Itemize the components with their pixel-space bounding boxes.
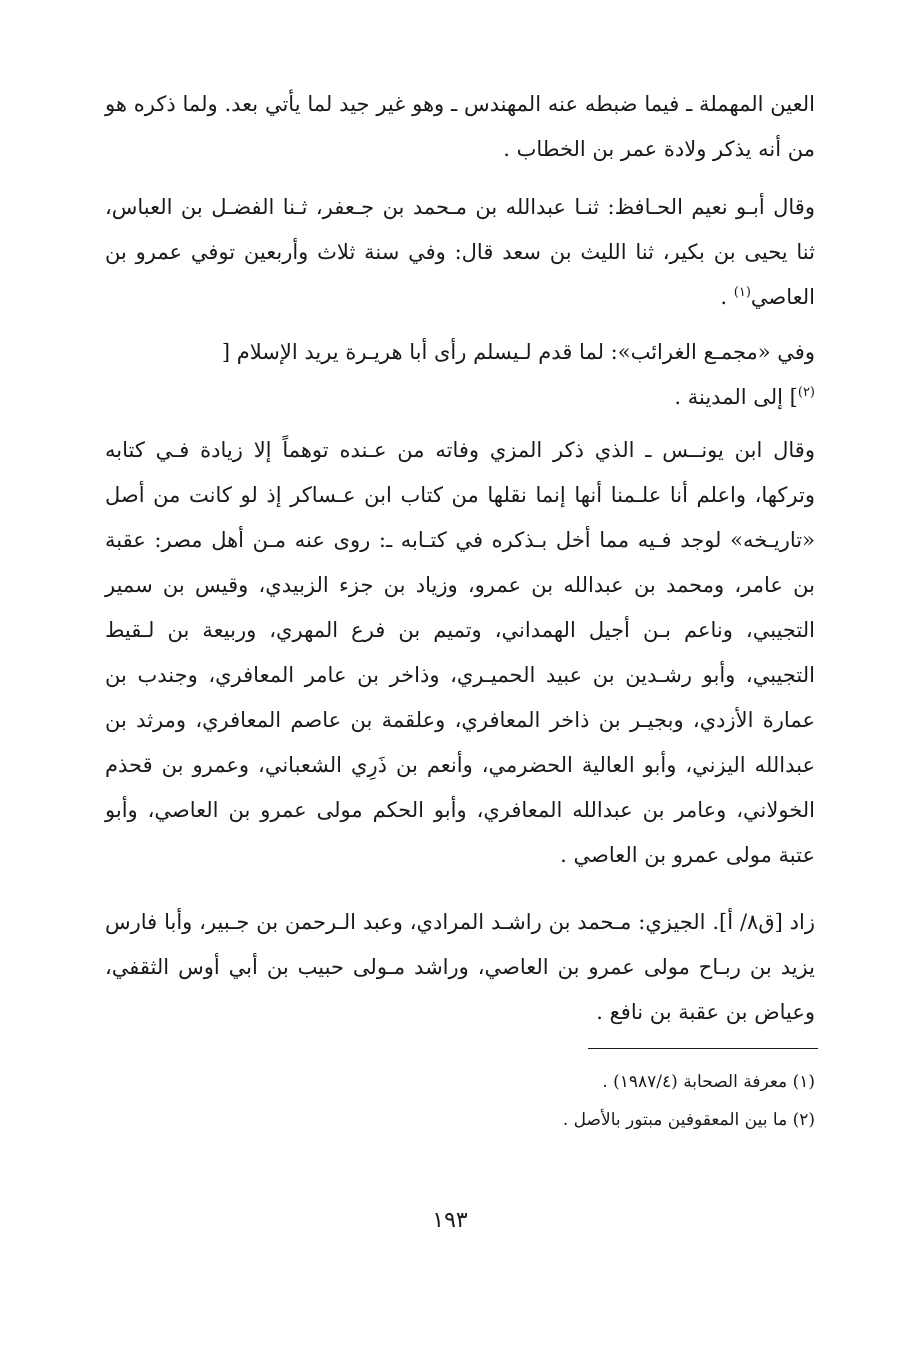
paragraph-3-line-2: ] إلى المدينة . <box>674 385 798 409</box>
footnotes <box>300 1063 815 1139</box>
paragraph-1 <box>105 82 815 172</box>
paragraph-3 <box>185 330 815 420</box>
paragraph-3-text: وفي «مجمـع الغرائب»: لما قدم لـيسلم رأى أبا هريـرة يريد الإسلام [ <box>221 340 815 364</box>
footnote-ref-1: (١) <box>733 285 751 300</box>
paragraph-5-text: زاد [ق٨/ أ]. الجيزي: مـحمد بن راشـد المرادي، وعبد الـرحمن بن جـبير، وأبا فارس يزيد بن ربـاح مولى عمرو بن العاصي، وراشد مـولى حبيب بن أبي أوس الثقفي، وعياض بن عقبة بن نافع . <box>105 910 815 1024</box>
paragraph-2-text: وقال أبـو نعيم الحـافظ: ثنـا عبدالله بن مـحمد بن جـعفر، ثـنا الفضـل بن العباس، ثنا يحيى بن بكير، ثنا الليث بن سعد قال: وفي سنة ثلاث وأربعين توفي عمرو بن العاصي <box>105 195 815 309</box>
paragraph-4-text: وقال ابن يونــس ـ الذي ذكر المزي وفاته من عـنده توهماً إلا زيادة فـي كتابه وتركها، واعلم أنا علـمنا أنها إنما نقلها من كتاب ابن عـساكر إذ لو كانت من أصل «تاريـخه» لوجد فـيه مما أخل بـذكره في كتـابه ـ: روى عنه مـن أهل مصر: عقبة بن عامر، ومحمد بن عبدالله بن عمرو، وزياد بن جزء الزبيدي، وقيس بن سمير التجيبي، وناعم بـن أجيل الهمداني، وتميم بن فرع المهري، وربيعة بن لـقيط التجيبي، وأبو رشـدين بن عبيد الحميـري، وذاخر بن عامر المعافري، وجندب بن عمارة الأزدي، وبجيـر بن ذاخر المعافري، وعلقمة بن عاصم المعافري، ومرثد بن عبدالله اليزني، وأبو العالية الحضرمي، وأنعم بن ذَرِي الشعباني، وعمرو بن قحذم الخولاني، وعامر بن عبدالله المعافري، وأبو الحكم مولى عمرو بن العاصي، وأبو عتبة مولى عمرو بن العاصي . <box>105 438 816 867</box>
paragraph-5 <box>105 900 815 1035</box>
page-number: ١٩٣ <box>432 1208 468 1233</box>
footnote-1: (١) معرفة الصحابة (١٩٨٧/٤) . <box>602 1072 815 1092</box>
footnote-ref-2: (٢) <box>797 385 815 400</box>
footnote-divider <box>588 1048 818 1049</box>
paragraph-2-end: . <box>720 285 734 309</box>
paragraph-1-text: العين المهملة ـ فيما ضبطه عنه المهندس ـ وهو غير جيد لما يأتي بعد. ولما ذكره هو من أنه يذكر ولادة عمر بن الخطاب . <box>105 92 815 161</box>
paragraph-4 <box>105 428 815 878</box>
paragraph-2 <box>105 185 815 320</box>
footnote-2: (٢) ما بين المعقوفين مبتور بالأصل . <box>562 1110 815 1130</box>
